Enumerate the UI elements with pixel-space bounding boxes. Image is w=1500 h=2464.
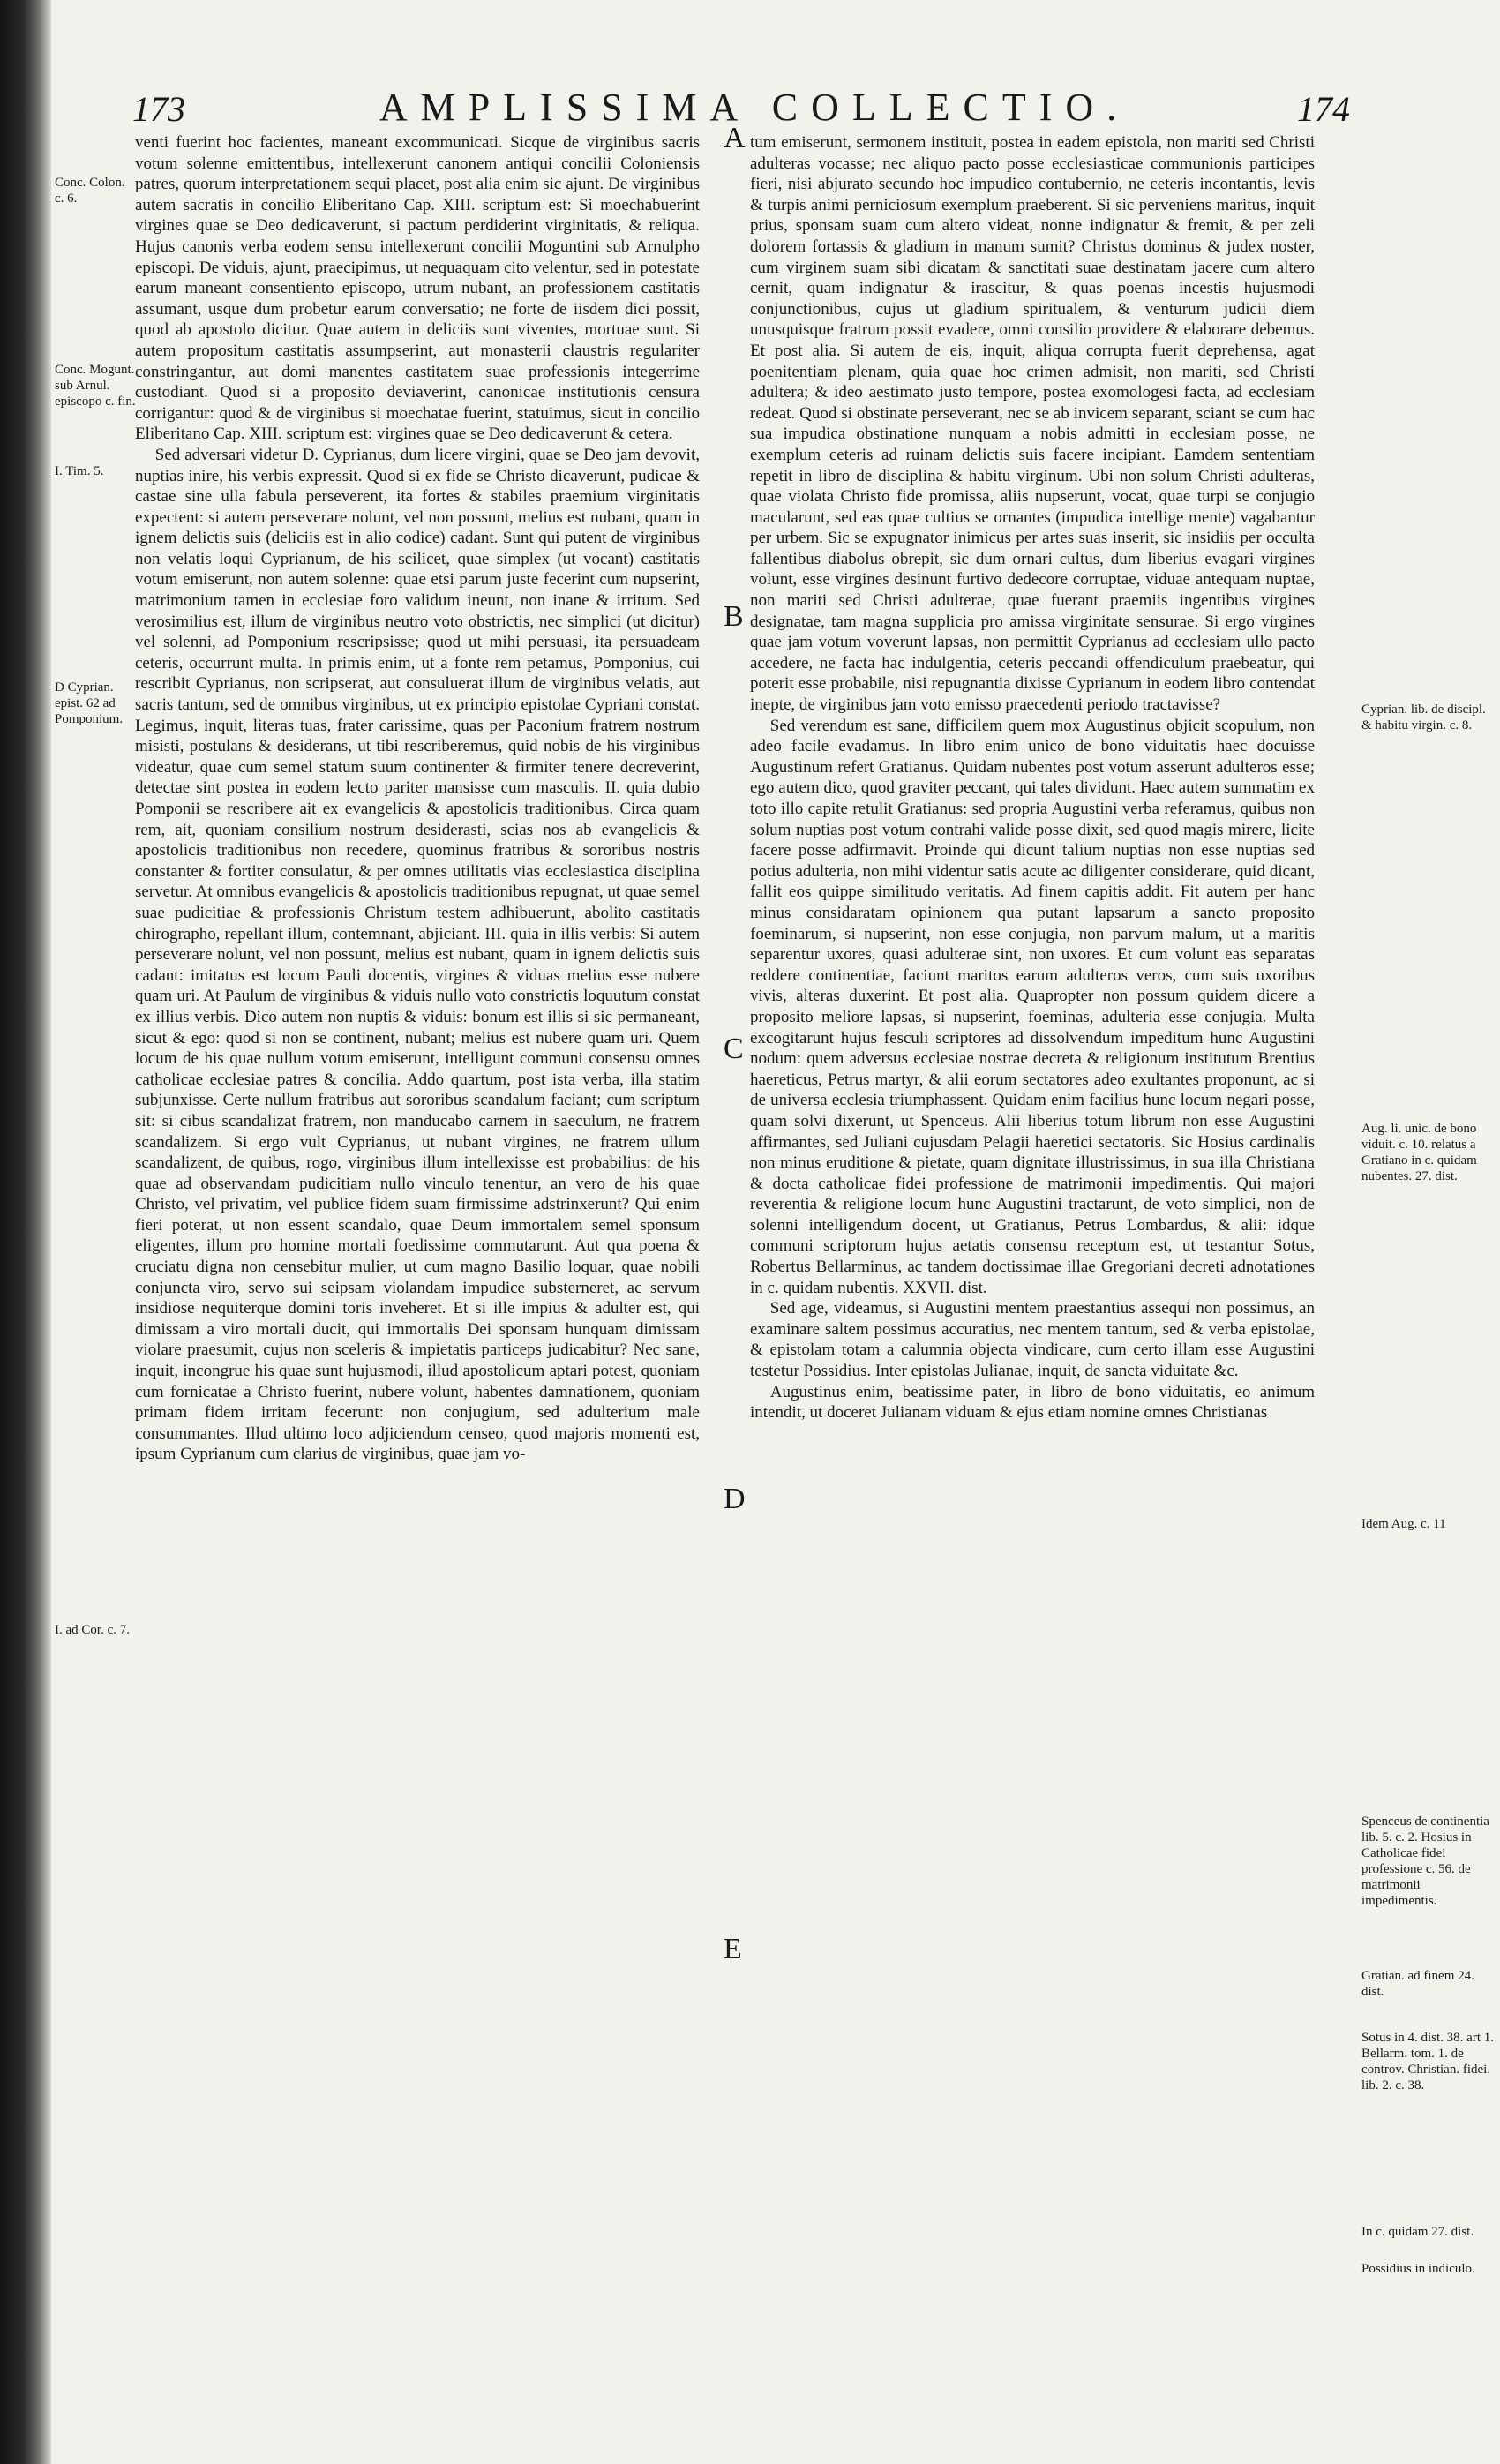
section-letter-c: C (724, 1033, 744, 1065)
paragraph: Augustinus enim, beatissime pater, in libro de bono viduitatis, eo animum intendit, ut doceret Julianam viduam & ejus etiam nomine omnes Christianas (750, 1382, 1315, 1423)
running-title: AMPLISSIMA COLLECTIO. (379, 86, 1130, 129)
page-number-left: 173 (132, 89, 185, 129)
margin-note: I. Tim. 5. (55, 464, 104, 478)
margin-note: Possidius in indiculo. (1361, 2262, 1475, 2276)
page-number-right: 174 (1297, 89, 1350, 129)
section-letter-e: E (724, 1933, 742, 1965)
paragraph: Sed age, videamus, si Augustini mentem praestantius assequi non possimus, an examinare saltem possimus accuratius, nec mentem tantum, sed & verba epistolae, & epistolam totam a calumnia objecta vindicare, cum certo illam esse Augustini testetur Possidius. Inter epistolas Julianae, inquit, de sancta viduitate &c. (750, 1299, 1315, 1381)
margin-note: In c. quidam 27. dist. (1361, 2225, 1474, 2239)
left-text-column (135, 132, 700, 1465)
book-binding-shadow (0, 0, 51, 2464)
margin-note: Aug. li. unic. de bono viduit. c. 10. relatus a Gratiano in c. quidam nubentes. 27. dist. (1361, 1122, 1477, 1183)
margin-note: Spenceus de continentia lib. 5. c. 2. Hosius in Catholicae fidei professione c. 56. de matrimonii impedimentis. (1361, 1814, 1489, 1908)
paragraph: tum emiserunt, sermonem instituit, postea in eadem epistola, non mariti sed Christi adulteras vocasse; nec aliquo pacto posse ecclesiasticae communionis participes fieri, nisi abjurato secundo hoc impudico contubernio, ne ceteris incontantis, levis & turpis animi perniciosum exemplum praeberent. Si sic perveniens maritus, inquit prius, sponsam suam cum altero videat, nonne indignatur & fremit, & per zeli dolorem fortassis & gladium in manum sumit? Christus dominus & judex noster, cum virginem suam sibi dicatam & sanctitati suae destinatam jacere cum altero cernit, quam indignatur & irascitur, & quas poenas incestis hujusmodi conjunctionibus, cujus ut gladium spiritualem, & venturum judicii diem unusquisque fratrum possit evadere, omni consilio providere & elaborare debemus. Et post alia. Si autem de eis, inquit, aliqua corrupta fuerit deprehensa, agat poenitentiam plenam, quia quae hoc crimen admisit, non mariti, sed Christi adultera; & ideo aestimato justo tempore, postea exomologesi facta, ad ecclesiam redeat. Quod si obstinate perseverant, nec se ab invicem separant, sciant se cum hac sua impudica obstinatione nunquam a nobis admitti in ecclesiam posse, ne exemplum ceteris ad ruinam delictis suis facere incipiant. Eamdem sententiam repetit in libro de disciplina & habitu virginum. Ubi non solum Christi adulteras, quae violata Christo fide promissa, aliis nupserunt, vocat, quae turpi se conjugio macularunt, sed eas quae cultius se ornantes (impudica intellige mente) vagabantur per urbem. Sic se expugnator inimicus per artes suas inserit, sic insidiis per occulta fallentibus diabolus obrepit, sic dum ornari cultus, dum liberius evagari virgines volunt, esse virgines desinunt furtivo dedecore corruptae, viduae antequam nuptae, non mariti sed Christi adulterae, quae fuerant praemiis ingentibus virgines designatae, tam magna supplicia pro amissa virginitate sensurae. Si ergo virgines quae jam votum voverunt lapsas, non permittit Cyprianus ad ecclesiam ullo pacto accedere, ne facta hac indulgentia, ceteris peccandi offendiculum praebeatur, qui poterit esse probabile, nisi repugnantia dixisse Cyprianum in eodem libro contendat inepte, de virginibus jam voto emisso praecedenti periodo tractavisse? (750, 133, 1315, 715)
paragraph: Sed adversari videtur D. Cyprianus, dum licere virgini, quae se Deo jam devovit, nuptias inire, his verbis expressit. Quod si ex fide se Christo dicaverunt, pudicae & castae sine ulla fabula perseverent, ita fortes & stabiles praemium virginitatis expectent: si autem perseverare nolunt, vel non possunt, melius est nubant, quam in ignem delictis suis (deliciis est in alio codice) cadant. Sunt qui putent de virginibus non velatis loqui Cyprianum, de his scilicet, quae simplex (ut vocant) castitatis votum emiserunt, non autem solenne: quae etsi parum juste fecerint cum nupserint, matrimonium tamen in ecclesiae foro validum ineunt, non inane & irritum. Sed verosimilius est, illum de virginibus neutro voto obstrictis, nec simplici (ut dicitur) vel solenni, ad Pomponium rescripsisse; quod ut mihi persuasi, ita persuadeam ceteris, occurrunt multa. In primis enim, ut a fonte rem petamus, Pomponius, cui rescribit Cyprianus, non scripserat, aut consuluerat illum de virginibus velatis, aut sacris tantum, sed de omnibus virginibus, ut ex principio epistolae Cypriani constat. Legimus, inquit, literas tuas, frater carissime, quas per Paconium fratrem nostrum misisti, postulans & desiderans, ut tibi rescriberemus, quid nobis de his virginibus videatur, quae cum semel statum suum continenter & firmiter tenere decreverint, detectae sint postea in eodem lecto pariter mansisse cum masculis. II. quia dubio Pomponii se rescribere ait ex evangelicis & apostolicis traditionibus. Circa quam rem, ait, quoniam consilium nostrum desiderasti, scias nos ab evangelicis & apostolicis traditionibus non recedere, quominus fratribus & sororibus nostris constanter & fortiter consulatur, & per omnes utilitatis vias ecclesiastica disciplina servetur. At omnibus evangelicis & apostolicis traditionibus repugnat, ut quae semel suae pudicitiae & professionis Christum testem adhibuerunt, abolito castitatis chirographo, repellant illum, contemnant, abjiciant. III. quia in illis verbis: Si autem perseverare nolunt, vel non possunt, melius est nubant, quam in ignem delictis suis cadant: imitatus est locum Pauli docentis, virgines & viduas melius esse nubere quam uri. At Paulum de virginibus & viduis nullo voto constrictis loquutum constat ex illius verbis. Dico autem non nuptis & viduis: bonum est illis si sic permaneant, sicut & ego: quod si non se continent, nubant; melius est nubere quam uri. Quem locum de his quae nullum votum emiserunt, intelligunt communi consensu omnes catholicae ecclesiae patres & concilia. Addo quartum, post ista verba, illa statim subjunxisse. Certe nullum fratribus aut sororibus scandalum faciant; cum scriptum sit: si cibus scandalizat fratrem, non manducabo carnem in saeculum, ne fratrem scandalizem. Si ergo vult Cyprianus, ut nubant virgines, ne fratrem ullum scandalizent, de quibus, rogo, virginibus illum intellexisse est probabilius: de his quae ad observandam pudicitiam nullo vinculo tenentur, an vero de his quae Christo, vel privatim, vel publice fidem suam firmissime adstrinxerunt? Qui enim fieri poterat, ut non essent scandalo, quae Deum immortalem semel sponsum eligentes, illum pro homine mortali foedissime commutarunt. Aut qua poena & cruciatu digna non censebitur mulier, ut cum magno Basilio loquar, quae nobili conjuncta viro, servo sui seipsam violandam impudice substerneret, ac servum insidiose nequiterque domini toris inveheret. Et si ille impius & adulter est, qui dimissam a viro mortali ducit, qui immortalis Dei sponsam hunquam dimissam violare praesumit, cujus non sceleris & impietatis particeps judicabitur? Nec sane, inquit, incongrue his quae sunt hujusmodi, illud apostolicum aptari potest, quoniam cum fornicatae a Christo fuerint, nubere volunt, habentes damnationem, quoniam primam fidem irritam fecerunt: non conjugium, sed adulterium male consummantes. Illud ultimo loco adjiciendum censeo, quod majoris momenti est, ipsum Cyprianum cum clarius de virginibus, quae jam vo- (135, 445, 700, 1464)
margin-note: Conc. Colon. c. 6. (55, 176, 125, 206)
section-letter-b: B (724, 600, 744, 633)
margin-note: D Cyprian. epist. 62 ad Pomponium. (55, 680, 124, 726)
margin-note: Conc. Mogunt. sub Arnul. episcopo c. fin. (55, 363, 136, 409)
margin-note: Sotus in 4. dist. 38. art 1. Bellarm. tom. 1. de controv. Christian. fidei. lib. 2. c. 38. (1361, 2031, 1495, 2092)
paragraph: venti fuerint hoc facientes, maneant excommunicati. Sicque de virginibus sacris votum solenne emittentibus, intellexerunt canonem antiqui concilii Coloniensis patres, quorum interpretationem sequi placet, post alia enim sic ajunt. De virginibus autem sacratis in concilio Eliberitano Cap. XIII. scriptum est: Si moechabuerint virgines quae se Deo dedicaverunt, si pactum perdiderint virginitatis, & reliqua. Hujus canonis verba eodem sensu intellexerunt concilii Moguntini sub Arnulpho episcopi. De viduis, ajunt, praecipimus, ut nequaquam cito velentur, sed in potestate earum maneant consentiento episcopo, utrum nubant, an professionem castitatis assumant, usque dum probetur earum conversatio; ne forte de iisdem dici possit, quod ab apostolo dicitur. Quae autem in deliciis sunt viventes, mortuae sunt. Si autem propositum castitatis assumpserint, aut monasterii claustris regulariter constringantur, aut domi manentes castitatem suae professionis integerrime custodiant. Quod si a proposito deviaverint, canonicae institutionis censura corrigantur: quod & de virginibus si moechatae fuerint, statuimus, sicut in concilio Eliberitano Cap. XIII. scriptum est: virgines quae se Deo dedicaverunt & cetera. (135, 133, 700, 444)
margin-note: I. ad Cor. c. 7. (55, 1623, 130, 1637)
section-letter-d: D (724, 1483, 746, 1515)
paragraph: Sed verendum est sane, difficilem quem mox Augustinus objicit scopulum, non adeo facile evadamus. In libro enim unico de bono viduitatis haec docuisse Augustinum refert Gratianus. Quidam nubentes post votum asserunt adulteros esse; ego autem dico, quod graviter peccant, qui tales dividunt. Haec autem summatim ex toto illo capite retulit Gratianus: sed propria Augustini verba referamus, quibus non solum nuptias post votum contrahi valide posse dixit, sed quod magis mirere, licite facere posse adfirmavit. Proinde qui dicunt talium nuptias non esse nuptias sed potius adulteria, non mihi videntur satis acute ac diligenter considerare, quid dicant, fallit eos quippe similitudo veritatis. Ad finem capitis addit. Fit autem per hanc minus considaratam opinionem qua putant lapsarum a sancto proposito foeminarum, si nupserint, non esse conjugia, non parvum malum, ut a maritis separentur uxores, quasi adulterae sint, non uxores. Et cum volunt eas separatas reddere continentiae, faciunt maritos earum adulteros veros, cum suis uxoribus vivis, alteras duxerint. Et post alia. Quapropter non possum quidem dicere a proposito meliore lapsas, si nupserint, foeminas, adulteria esse conjugia. Multa excogitarunt hujus fesculi scriptores ad dissolvendum impeditum hunc Augustini nodum: quem adversus ecclesiae nostrae decreta & religionum institutum Brentius haereticus, Petrus martyr, & alii eorum sectatores adeo exultantes proponunt, ac si de universa ecclesia triumphassent. Quidam enim facilius hunc locum negari posse, quam solvi dixerunt, ut Spenceus. Alii liberius totum librum non esse Augustini affirmantes, sed Juliani cujusdam Pelagii haeretici sectatoris. Sic Hosius cardinalis non minus eruditione & pietate, quam dignitate illustrissimus, in sua illa Christiana & docta catholicae fidei professione de matrimonii impedimentis. Qui majori reverentia & religione locum hunc Augustini tractarunt, de voto simplici, non de solenni intelligendum docent, ut Gratianus, Petrus Lombardus, & alii: idque communi scriptorum hujus aetatis consensu receptum est, ut testantur Sotus, Robertus Bellarminus, ac tandem doctissimae illae Gregoriani decreti adnotationes in c. quidam nubentis. XXVII. dist. (750, 716, 1315, 1297)
section-letter-a: A (724, 122, 746, 154)
right-text-column (750, 132, 1315, 1424)
margin-note: Idem Aug. c. 11 (1361, 1517, 1446, 1531)
margin-note: Gratian. ad finem 24. dist. (1361, 1969, 1474, 1999)
margin-note: Cyprian. lib. de discipl. & habitu virgin. c. 8. (1361, 702, 1486, 732)
